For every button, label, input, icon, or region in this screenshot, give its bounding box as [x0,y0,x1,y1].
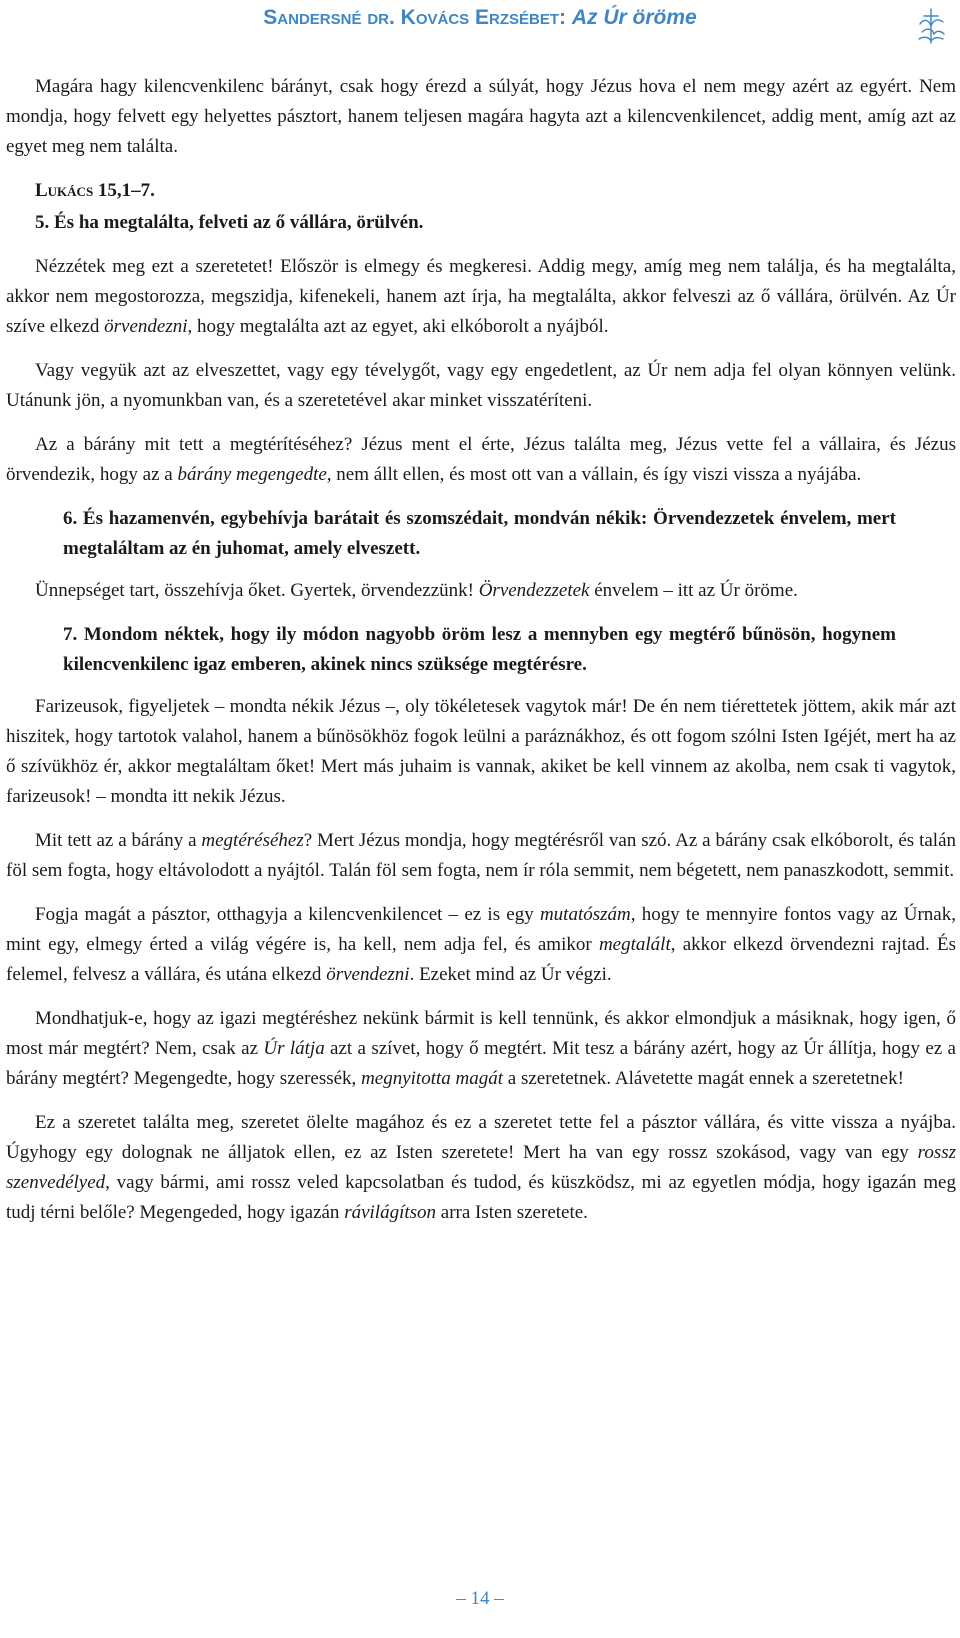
bible-reference: Lukács 15,1–7. [35,180,155,201]
paragraph: Mondhatjuk-e, hogy az igazi megtéréshez nekünk bármit is kell tennünk, és akkor elmondjuk a másiknak, hogy igen, ő most már megtért? Nem, csak az Úr látja azt a szívet, hogy ő megtért. Mit tesz a bárány azért, hogy az Úr állítja, hogy ez a bárány megtért? Megengedte, hogy szeressék, megnyitotta magát a szeretetnek. Alávetette magát ennek a szeretetnek! [6,1008,956,1089]
paragraph: Fogja magát a pásztor, otthagyja a kilencvenkilencet – ez is egy mutatószám, hogy te mennyire fontos vagy az Úrnak, mint egy, elmegy érted a világ végére is, ha kell, nem adja fel, és amikor megtalált, akkor elkezd örvendezni rajtad. És felemel, felvesz a vállára, és utána elkezd örvendezni. Ezeket mind az Úr végzi. [6,904,957,985]
header-author: Sandersné dr. Kovács Erzsébet: [263,6,566,29]
page-number: – 14 – [456,1588,504,1609]
dove-cross-logo-icon [912,6,950,46]
paragraph: Mit tett az a bárány a megtéréséhez? Mert Jézus mondja, hogy megtérésről van szó. Az a bárány csak elkóborolt, és talán föl sem fogta, hogy eltávolodott a nyájtól. Talán föl sem fogta, nem ír róla semmit, nem bégetett, nem panaszkodott, semmit. [6,830,957,881]
page-header [0,6,960,42]
bible-verse: 5. És ha megtalálta, felveti az ő vállára, örülvén. [35,212,424,233]
page-body [6,72,956,1242]
paragraph: Ünnepséget tart, összehívja őket. Gyertek, örvendezzünk! Örvendezzetek énvelem – itt az Úr öröme. [35,580,798,601]
paragraph: Ez a szeretet találta meg, szeretet ölelte magához és ez a szeretet tette fel a pásztor vállára, és vitte vissza a nyájba. Úgyhogy egy dolognak ne álljatok ellen, ez az Isten szeretete! Mert ha van egy rossz szokásod, vagy van egy rossz szenvedélyed, vagy bármi, ami rossz veled kapcsolatban és tudod, és küszködsz, mi az egyetlen módja, hogy igazán meg tudj térni belőle? Megengeded, hogy igazán rávilágítson arra Isten szeretete. [6,1112,956,1223]
bible-verse: 7. Mondom néktek, hogy ily módon nagyobb öröm lesz a mennyben egy megtérő bűnösön, hogynem kilencvenkilenc igaz emberen, akinek nincs szüksége megtérésre. [63,624,896,675]
header-book-title: Az Úr öröme [571,6,697,29]
paragraph: Farizeusok, figyeljetek – mondta nékik Jézus –, oly tökéletesek vagytok már! De én nem tiérettetek jöttem, akik már azt hiszitek, hogy tartotok valahol, hanem a bűnösökhöz fogok leülni a paráznákhoz, és ott fogom szólni Isten Igéjét, mert ha az ő szívükhöz ér, akkor megtaláltam őket! Mert más juhaim is vannak, akiket be kell vinnem az akolba, nem csak ti vagytok, farizeusok! – mondta itt nekik Jézus. [6,696,956,807]
bible-verse: 6. És hazamenvén, egybehívja barátait és szomszédait, mondván nékik: Örvendezzetek énvelem, mert megtaláltam az én juhomat, amely elveszett. [63,508,896,559]
paragraph: Az a bárány mit tett a megtérítéséhez? Jézus ment el érte, Jézus találta meg, Jézus vette fel a vállaira, és Jézus örvendezik, hogy az a bárány megengedte, nem állt ellen, és most ott van a vállain, és így viszi vissza a nyájába. [6,434,956,485]
running-header [0,6,960,30]
paragraph: Vagy vegyük azt az elveszettet, vagy egy tévelygőt, vagy egy engedetlent, az Úr nem adja fel olyan könnyen velünk. Utánunk jön, a nyomunkban van, és a szeretetével akar minket visszatéríteni. [6,360,956,411]
paragraph: Magára hagy kilencvenkilenc bárányt, csak hogy érezd a súlyát, hogy Jézus hova el nem megy azért az egyért. Nem mondja, hogy felvett egy helyettes pásztort, hanem teljesen magára hagyta azt a kilencvenkilencet, addig ment, amíg azt az egyet meg nem találta. [6,76,956,157]
paragraph: Nézzétek meg ezt a szeretetet! Először is elmegy és megkeresi. Addig megy, amíg meg nem találja, és ha megtalálta, akkor nem megostorozza, megszidja, kifenekeli, hanem azt írja, ha megtalálta, akkor felveszi az ő vállára, örülvén. Az Úr szíve elkezd örvendezni, hogy megtalálta azt az egyet, aki elkóborolt a nyájból. [6,256,956,337]
